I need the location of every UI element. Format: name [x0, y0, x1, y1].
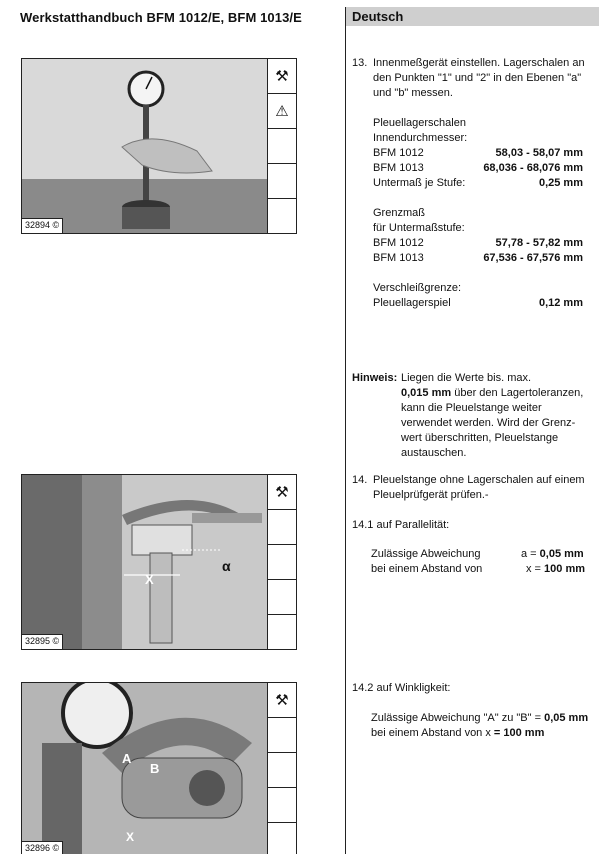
section-title: Verschleißgrenze: [373, 282, 462, 294]
annotation-b: B [150, 761, 160, 776]
warning-icon: ⚠ [268, 94, 296, 129]
step-14-line1: Pleuelstange ohne Lagerschalen auf einem [373, 474, 585, 486]
parallelism-illustration [22, 475, 268, 649]
angular-line1: Zulässige Abweichung "A" zu "B" = 0,05 mm [371, 712, 589, 724]
language-label: Deutsch [352, 9, 404, 24]
step-13-line1: Innenmeßgerät einstellen. Lagerschalen an [373, 57, 585, 69]
annotation-x: X [145, 572, 154, 587]
hinweis-line: verwendet werden. Wird der Grenz- [401, 417, 576, 429]
step-13-line3: und "b" messen. [373, 87, 453, 99]
angularity-illustration [22, 683, 268, 854]
figure-label: 32895 © [22, 634, 63, 649]
empty-cell [268, 545, 296, 580]
hinweis-line: austauschen. [401, 447, 467, 459]
figure-sidebar [267, 475, 296, 649]
empty-cell [268, 823, 296, 854]
figure-photo-bore-gauge [22, 59, 268, 233]
figure-32896 [21, 682, 297, 854]
step-13-number: 13. [352, 57, 368, 69]
hinweis-line: kann die Pleuelstange weiter [401, 402, 542, 414]
step-14-1-title: 14.1 auf Parallelität: [352, 519, 450, 531]
section-title: Pleuellagerschalen [373, 117, 466, 129]
hinweis-line: wert überschritten, Pleuelstange [401, 432, 559, 444]
language-bar [346, 7, 599, 26]
empty-cell [268, 510, 296, 545]
section-title: Innendurchmesser: [373, 132, 468, 144]
figure-label: 32894 © [22, 218, 63, 233]
column-divider [345, 7, 346, 854]
parallel-row2-value: x = 100 mm [526, 563, 586, 575]
figure-32894 [21, 58, 297, 234]
step-13-line2: den Punkten "1" und "2" in den Ebenen "a" [373, 72, 582, 84]
empty-cell [268, 718, 296, 753]
empty-cell [268, 788, 296, 823]
wrench-icon: ⚒ [268, 59, 296, 94]
bore-gauge-illustration [22, 59, 268, 233]
empty-cell [268, 199, 296, 233]
empty-cell [268, 753, 296, 788]
empty-cell [268, 580, 296, 615]
figure-photo-angularity [22, 683, 268, 854]
figure-32895 [21, 474, 297, 650]
figure-sidebar [267, 683, 296, 854]
hinweis-line: 0,015 mm über den Lagertoleranzen, [401, 387, 584, 399]
annotation-a: A [122, 751, 132, 766]
annotation-x: X [126, 830, 135, 844]
wrench-icon: ⚒ [268, 683, 296, 718]
section-title: für Untermaßstufe: [373, 222, 465, 234]
step-14-2-title: 14.2 auf Winkligkeit: [352, 682, 451, 694]
angular-line2: bei einem Abstand von x = 100 mm [371, 727, 545, 739]
parallel-row1-label: Zulässige Abweichung [371, 548, 481, 560]
wrench-icon: ⚒ [268, 475, 296, 510]
step-14-line2: Pleuelprüfgerät prüfen.- [373, 489, 489, 501]
hinweis-line: Liegen die Werte bis. max. [401, 372, 532, 384]
empty-cell [268, 615, 296, 649]
parallel-row2-label: bei einem Abstand von [371, 563, 483, 575]
figure-label: 32896 © [22, 841, 63, 854]
annotation-alpha: α [222, 558, 231, 574]
empty-cell [268, 164, 296, 199]
figure-photo-parallelism [22, 475, 268, 649]
empty-cell [268, 129, 296, 164]
figure-sidebar [267, 59, 296, 233]
parallel-row1-value: a = 0,05 mm [521, 548, 584, 560]
step-14-number: 14. [352, 474, 368, 486]
section-title: Grenzmaß [373, 207, 425, 219]
hinweis-label: Hinweis: [352, 372, 398, 384]
page-title: Werkstatthandbuch BFM 1012/E, BFM 1013/E [20, 10, 302, 25]
